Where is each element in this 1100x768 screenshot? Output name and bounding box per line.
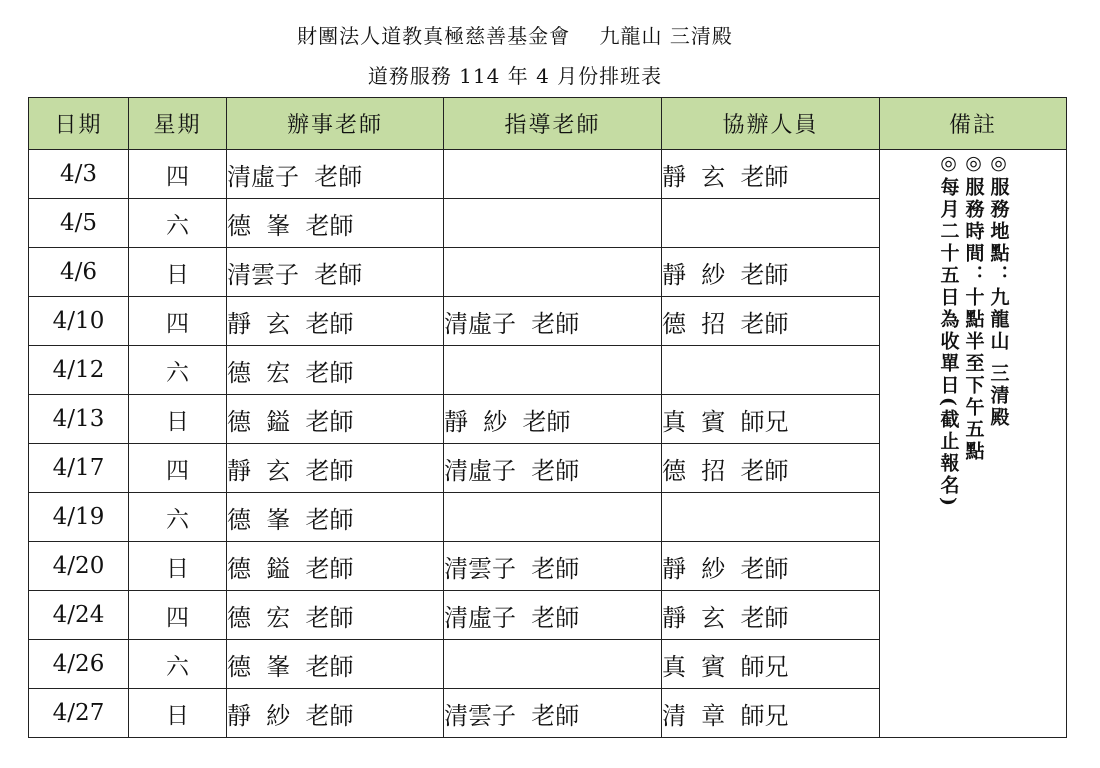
note-service-hours: ◎服務時間：十點半至下午五點 (962, 152, 985, 463)
column-header-date: 日期 (29, 98, 129, 150)
column-header-guide: 指導老師 (444, 98, 662, 150)
date-cell: 4/5 (29, 199, 129, 248)
date-cell: 4/17 (29, 444, 129, 493)
guide-cell (444, 346, 662, 395)
assistant-cell (662, 493, 880, 542)
assistant-cell: 靜 紗 老師 (662, 248, 880, 297)
guide-cell (444, 150, 662, 199)
handler-cell: 靜 玄 老師 (227, 444, 444, 493)
date-cell: 4/3 (29, 150, 129, 199)
handler-cell: 德 峯 老師 (227, 640, 444, 689)
table-row (29, 150, 1067, 199)
weekday-cell: 四 (129, 591, 227, 640)
column-header-assistant: 協辦人員 (662, 98, 880, 150)
note-deadline: ◎每月二十五日為收單日(截止報名) (937, 152, 960, 509)
note-location: ◎服務地點：九龍山 三清殿 (987, 152, 1010, 429)
date-cell: 4/19 (29, 493, 129, 542)
header-row (29, 98, 1067, 150)
weekday-cell: 日 (129, 542, 227, 591)
weekday-cell: 六 (129, 346, 227, 395)
weekday-cell: 四 (129, 150, 227, 199)
guide-cell (444, 248, 662, 297)
weekday-cell: 日 (129, 248, 227, 297)
assistant-cell: 清 章 師兄 (662, 689, 880, 738)
assistant-cell: 德 招 老師 (662, 444, 880, 493)
guide-cell (444, 493, 662, 542)
handler-cell: 德 鎰 老師 (227, 395, 444, 444)
handler-cell: 德 宏 老師 (227, 346, 444, 395)
weekday-cell: 六 (129, 640, 227, 689)
guide-cell: 清雲子 老師 (444, 542, 662, 591)
weekday-cell: 四 (129, 297, 227, 346)
weekday-cell: 四 (129, 444, 227, 493)
handler-cell: 德 宏 老師 (227, 591, 444, 640)
guide-cell: 清虛子 老師 (444, 297, 662, 346)
assistant-cell: 靜 玄 老師 (662, 591, 880, 640)
document-title: 財團法人道教真極慈善基金會 九龍山 三清殿 (297, 24, 733, 48)
handler-cell: 清虛子 老師 (227, 150, 444, 199)
date-cell: 4/10 (29, 297, 129, 346)
notes-list (880, 150, 1066, 509)
date-cell: 4/26 (29, 640, 129, 689)
assistant-cell: 靜 紗 老師 (662, 542, 880, 591)
date-cell: 4/27 (29, 689, 129, 738)
assistant-cell: 真 賓 師兄 (662, 395, 880, 444)
column-header-handler: 辦事老師 (227, 98, 444, 150)
weekday-cell: 六 (129, 493, 227, 542)
guide-cell: 清虛子 老師 (444, 591, 662, 640)
handler-cell: 清雲子 老師 (227, 248, 444, 297)
weekday-cell: 六 (129, 199, 227, 248)
handler-cell: 德 鎰 老師 (227, 542, 444, 591)
handler-cell: 靜 紗 老師 (227, 689, 444, 738)
notes-cell (880, 150, 1067, 738)
date-cell: 4/24 (29, 591, 129, 640)
date-cell: 4/12 (29, 346, 129, 395)
handler-cell: 德 峯 老師 (227, 199, 444, 248)
assistant-cell: 德 招 老師 (662, 297, 880, 346)
guide-cell (444, 199, 662, 248)
guide-cell: 清雲子 老師 (444, 689, 662, 738)
assistant-cell (662, 199, 880, 248)
handler-cell: 德 峯 老師 (227, 493, 444, 542)
date-cell: 4/13 (29, 395, 129, 444)
date-cell: 4/20 (29, 542, 129, 591)
column-header-weekday: 星期 (129, 98, 227, 150)
document-subtitle: 道務服務 114 年 4 月份排班表 (367, 64, 663, 88)
assistant-cell (662, 346, 880, 395)
guide-cell: 靜 紗 老師 (444, 395, 662, 444)
guide-cell: 清虛子 老師 (444, 444, 662, 493)
date-cell: 4/6 (29, 248, 129, 297)
assistant-cell: 真 賓 師兄 (662, 640, 880, 689)
column-header-notes: 備註 (880, 98, 1067, 150)
guide-cell (444, 640, 662, 689)
schedule-table (28, 97, 1067, 738)
weekday-cell: 日 (129, 689, 227, 738)
assistant-cell: 靜 玄 老師 (662, 150, 880, 199)
handler-cell: 靜 玄 老師 (227, 297, 444, 346)
weekday-cell: 日 (129, 395, 227, 444)
